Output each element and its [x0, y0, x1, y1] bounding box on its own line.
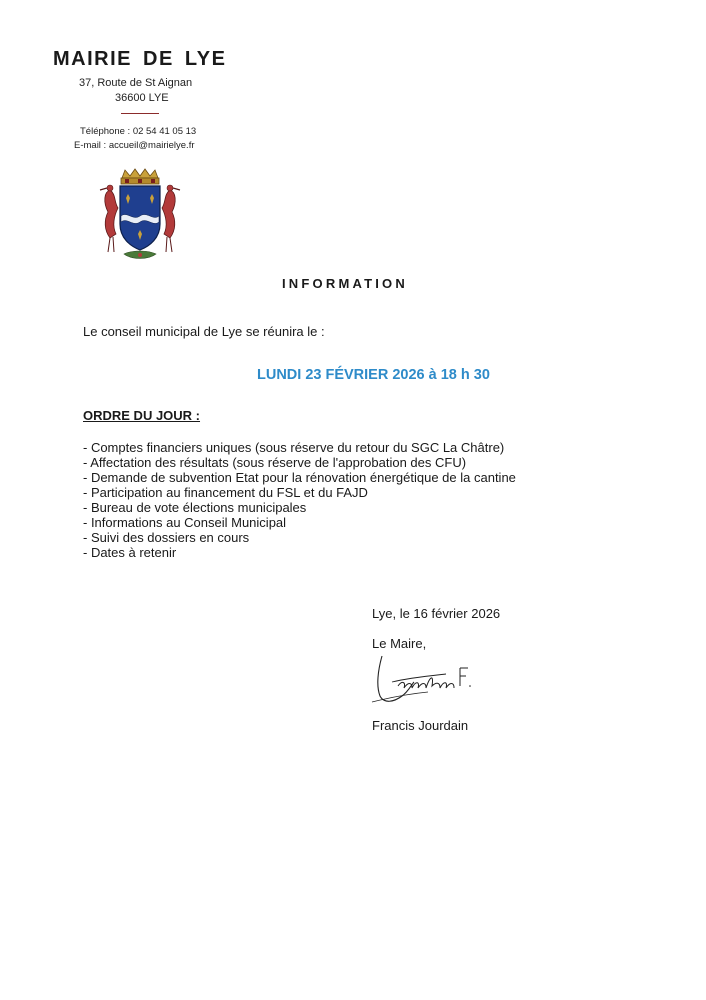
address-postcode: 36600 LYE — [115, 92, 169, 104]
signer-role: Le Maire, — [372, 636, 427, 651]
email-address: E-mail : accueil@mairielye.fr — [74, 140, 195, 151]
agenda-list — [83, 440, 516, 560]
address-street: 37, Route de St Aignan — [79, 77, 193, 89]
phone-number: Téléphone : 02 54 41 05 13 — [80, 126, 197, 137]
agenda-item: - Affectation des résultats (sous réserve de l'approbation des CFU) — [83, 455, 467, 470]
agenda-item: - Dates à retenir — [83, 545, 177, 560]
coat-of-arms-icon — [94, 168, 186, 264]
agenda-item: - Comptes financiers uniques (sous réserve du retour du SGC La Châtre) — [83, 440, 505, 455]
town-hall-title: MAIRIE DE LYE — [53, 48, 227, 70]
header-divider — [121, 113, 159, 114]
meeting-intro: Le conseil municipal de Lye se réunira le : — [83, 324, 325, 339]
agenda-item: - Demande de subvention Etat pour la rénovation énergétique de la cantine — [83, 470, 516, 485]
place-and-date: Lye, le 16 février 2026 — [372, 606, 501, 621]
meeting-date: LUNDI 23 FÉVRIER 2026 à 18 h 30 — [257, 367, 490, 383]
handwritten-signature — [368, 652, 478, 706]
agenda-item: - Participation au financement du FSL et du FAJD — [83, 485, 368, 500]
document-heading: INFORMATION — [282, 276, 408, 291]
agenda-item: - Bureau de vote élections municipales — [83, 500, 307, 515]
agenda-item: - Informations au Conseil Municipal — [83, 515, 287, 530]
agenda-item: - Suivi des dossiers en cours — [83, 530, 250, 545]
signer-name: Francis Jourdain — [372, 718, 469, 733]
agenda-title: ORDRE DU JOUR : — [83, 408, 201, 423]
